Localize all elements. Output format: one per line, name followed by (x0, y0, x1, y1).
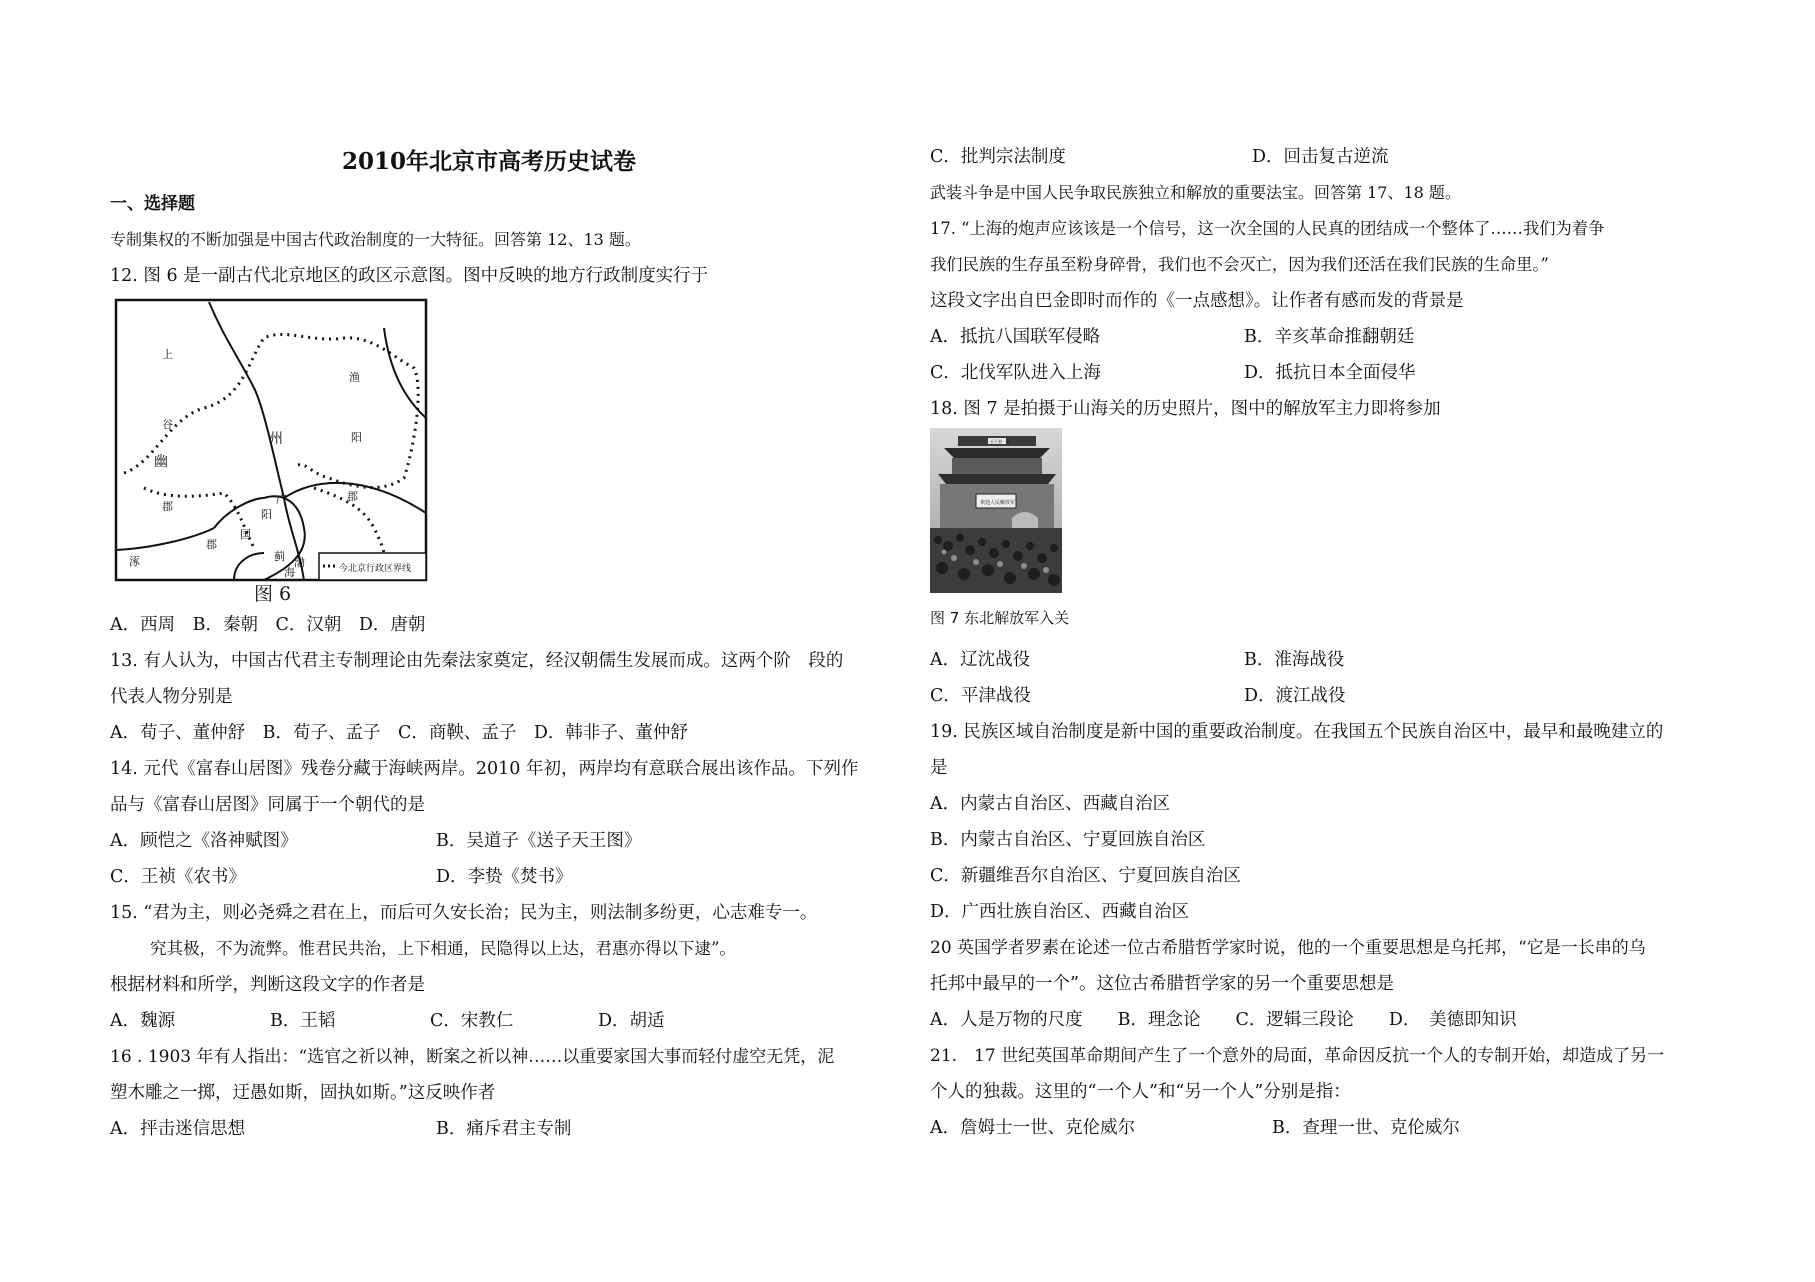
question-15-line2: 究其极，不为流弊。惟君民共治，上下相通，民隐得以上达，君惠亦得以下逮”。 (150, 939, 736, 958)
map-label: 郡 (206, 538, 217, 551)
question-13-options: A．荀子、董仲舒 B．荀子、孟子 C．商鞅、孟子 D．韩非子、董仲舒 (110, 723, 688, 743)
map-label: 渤 (294, 556, 305, 569)
intro-17-18: 武装斗争是中国人民争取民族独立和解放的重要法宝。回答第 17、18 题。 (930, 183, 1461, 202)
question-15-option-c: C．宋教仁 (430, 1011, 514, 1031)
question-14-option-d: D．李贽《焚书》 (436, 867, 573, 887)
question-14-line2: 品与《富春山居图》同属于一个朝代的是 (110, 795, 425, 815)
question-15-option-a: A．魏源 (110, 1011, 176, 1031)
map-caption: 图 6 (254, 583, 292, 605)
question-20-line2: 托邦中最早的一个”。这位古希腊哲学家的另一个重要思想是 (930, 974, 1394, 994)
section-heading: 一、选择题 (110, 194, 195, 214)
question-14-line1: 14. 元代《富春山居图》残卷分藏于海峡两岸。2010 年初，两岸均有意联合展出该作品。下列作 (110, 759, 859, 779)
map-label: 广 (276, 493, 287, 506)
page-title: 2010年北京市高考历史试卷 (342, 148, 637, 175)
question-20-line1: 20 英国学者罗素在论述一位古希腊哲学家时说，他的一个重要思想是乌托邦，“它是一长串的乌 (930, 938, 1646, 958)
question-19-line1: 19. 民族区域自治制度是新中国的重要政治制度。在我国五个民族自治区中，最早和最晚建立的 (930, 722, 1664, 742)
question-15-option-b: B．王韬 (270, 1011, 336, 1031)
map-label: 上 (162, 348, 173, 361)
question-17-option-c: C．北伐军队进入上海 (930, 363, 1101, 383)
intro-12-13: 专制集权的不断加强是中国古代政治制度的一大特征。回答第 12、13 题。 (110, 230, 641, 249)
question-13-line2: 代表人物分别是 (110, 687, 233, 707)
question-16-option-c: C．批判宗法制度 (930, 147, 1066, 167)
map-label: 国 (240, 528, 251, 541)
question-17-line3: 这段文字出自巴金即时而作的《一点感想》。让作者有感而发的背景是 (930, 291, 1464, 311)
figure-6-map (114, 298, 444, 608)
photo-banner: 欢迎人民解放军 (980, 500, 1016, 506)
map-label: 海 (284, 566, 295, 579)
question-19-option-d: D．广西壮族自治区、西藏自治区 (930, 902, 1190, 922)
question-19-option-a: A．内蒙古自治区、西藏自治区 (930, 794, 1171, 814)
map-label: 涿 (129, 555, 140, 568)
question-12: 12. 图 6 是一副古代北京地区的政区示意图。图中反映的地方行政制度实行于 (110, 266, 709, 286)
question-21-option-a: A．詹姆士一世、克伦威尔 (930, 1118, 1136, 1138)
map-label: 蓟 (274, 550, 285, 563)
question-19-option-b: B．内蒙古自治区、宁夏回族自治区 (930, 830, 1206, 850)
question-14-option-a: A．顾恺之《洛神赋图》 (110, 831, 298, 851)
question-17-line2: 我们民族的生存虽至粉身碎骨，我们也不会灭亡，因为我们还活在我们民族的生命里。” (930, 255, 1549, 274)
question-18-option-c: C．平津战役 (930, 686, 1031, 706)
map-label: 谷 (162, 418, 173, 431)
question-21-option-b: B．查理一世、克伦威尔 (1272, 1118, 1460, 1138)
question-14-option-b: B．吴道子《送子天王图》 (436, 831, 642, 851)
question-16-line1: 16 . 1903 年有人指出：“选官之祈以神，断案之祈以神……以重要家国大事而轻付虚空无凭，泥 (110, 1047, 835, 1067)
question-17-option-b: B．辛亥革命推翻朝廷 (1244, 327, 1415, 347)
question-21-line2: 个人的独裁。这里的“一个人”和“另一个人”分别是指： (930, 1082, 1351, 1102)
map-label: 幽 (154, 454, 168, 470)
question-13-line1: 13. 有人认为，中国古代君主专制理论由先秦法家奠定，经汉朝儒生发展而成。这两个阶 段的 (110, 651, 844, 671)
question-21-line1: 21. 17 世纪英国革命期间产生了一个意外的局面，革命因反抗一个人的专制开始，却造成了另一 (930, 1046, 1665, 1066)
figure-7-photo (930, 428, 1062, 593)
map-label: 郡 (347, 490, 358, 503)
question-12-options: A．西周 B．秦朝 C．汉朝 D．唐朝 (110, 615, 426, 635)
question-15-line3: 根据材料和所学，判断这段文字的作者是 (110, 975, 425, 995)
photo-caption: 图 7 东北解放军入关 (930, 609, 1070, 627)
question-18: 18. 图 7 是拍摄于山海关的历史照片，图中的解放军主力即将参加 (930, 399, 1441, 419)
map-label: 郡 (162, 500, 173, 513)
question-17-line1: 17. “上海的炮声应该该是一个信号，这一次全国的人民真的团结成一个整体了……我们为着争 (930, 219, 1605, 238)
photo-sign: 天下第一关 (990, 439, 1010, 444)
question-18-option-b: B．淮海战役 (1244, 650, 1345, 670)
question-15-line1: 15. “君为主，则必尧舜之君在上，而后可久安长治；民为主，则法制多纷更，心志难专一。 (110, 903, 818, 923)
map-label: 阳 (351, 431, 362, 444)
question-19-option-c: C．新疆维吾尔自治区、宁夏回族自治区 (930, 866, 1241, 886)
question-17-option-a: A．抵抗八国联军侵略 (930, 327, 1101, 347)
map-label: 渔 (349, 371, 360, 384)
question-16-option-a: A．抨击迷信思想 (110, 1119, 246, 1139)
question-19-line2: 是 (930, 758, 948, 778)
map-legend: 今北京行政区界线 (339, 564, 412, 574)
question-14-option-c: C．王祯《农书》 (110, 867, 246, 887)
question-17-option-d: D．抵抗日本全面侵华 (1244, 363, 1416, 383)
question-18-option-a: A．辽沈战役 (930, 650, 1031, 670)
question-16-option-b: B．痛斥君主专制 (436, 1119, 572, 1139)
map-label: 州 (269, 431, 283, 447)
question-18-option-d: D．渡江战役 (1244, 686, 1346, 706)
map-label: 阳 (261, 508, 272, 521)
question-20-options: A．人是万物的尺度 B．理念论 C．逻辑三段论 D． 美德即知识 (930, 1010, 1517, 1030)
question-16-option-d: D．回击复古逆流 (1252, 147, 1389, 167)
question-15-option-d: D．胡适 (598, 1011, 665, 1031)
question-16-line2: 塑木雕之一掷，迂愚如斯，固执如斯。”这反映作者 (110, 1083, 496, 1103)
